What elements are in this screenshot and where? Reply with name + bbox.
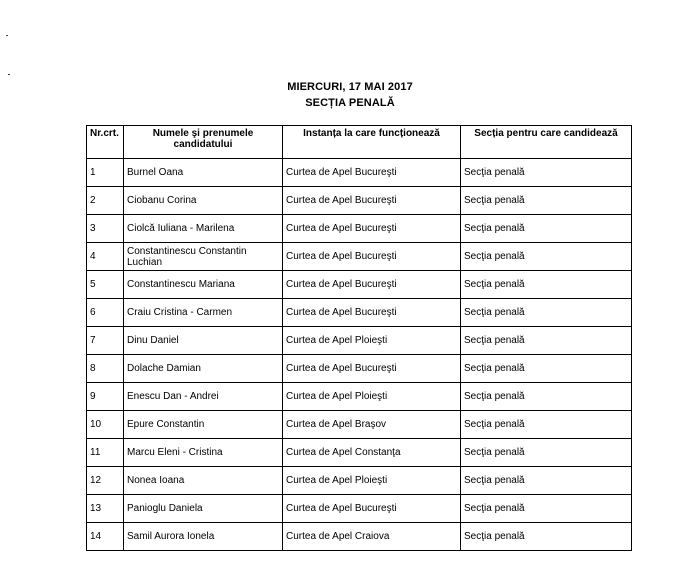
cell-nr: 12 [87, 467, 124, 495]
cell-name: Nonea Ioana [124, 467, 283, 495]
cell-section: Secţia penală [461, 159, 632, 187]
cell-section: Secţia penală [461, 467, 632, 495]
cell-section: Secţia penală [461, 327, 632, 355]
table-row [87, 187, 632, 215]
cell-section: Secţia penală [461, 271, 632, 299]
cell-section: Secţia penală [461, 355, 632, 383]
cell-name: Marcu Eleni - Cristina [124, 439, 283, 467]
cell-name: Enescu Dan - Andrei [124, 383, 283, 411]
table-row [87, 523, 632, 551]
table-row [87, 243, 632, 271]
cell-nr: 9 [87, 383, 124, 411]
table-header-row [87, 126, 632, 159]
table-row [87, 327, 632, 355]
cell-name: Ciolcă Iuliana - Marilena [124, 215, 283, 243]
cell-nr: 3 [87, 215, 124, 243]
cell-name: Dinu Daniel [124, 327, 283, 355]
cell-court: Curtea de Apel Bucureşti [283, 299, 461, 327]
table-row [87, 215, 632, 243]
cell-nr: 4 [87, 243, 124, 271]
cell-court: Curtea de Apel Bucureşti [283, 159, 461, 187]
cell-court: Curtea de Apel Bucureşti [283, 215, 461, 243]
cell-court: Curtea de Apel Bucureşti [283, 495, 461, 523]
cell-section: Secţia penală [461, 439, 632, 467]
cell-nr: 5 [87, 271, 124, 299]
cell-section: Secţia penală [461, 411, 632, 439]
cell-court: Curtea de Apel Bucureşti [283, 355, 461, 383]
cell-nr: 14 [87, 523, 124, 551]
cell-section: Secţia penală [461, 383, 632, 411]
scan-speck [6, 35, 8, 36]
cell-section: Secţia penală [461, 243, 632, 271]
cell-court: Curtea de Apel Ploieşti [283, 467, 461, 495]
cell-name: Constantinescu Mariana [124, 271, 283, 299]
cell-section: Secţia penală [461, 523, 632, 551]
cell-name: Constantinescu Constantin Luchian [124, 243, 283, 271]
cell-name: Epure Constantin [124, 411, 283, 439]
column-header-court: Instanța la care funcționează [283, 126, 461, 159]
cell-court: Curtea de Apel Bucureşti [283, 243, 461, 271]
cell-court: Curtea de Apel Ploieşti [283, 327, 461, 355]
table-row [87, 495, 632, 523]
cell-court: Curtea de Apel Bucureşti [283, 187, 461, 215]
cell-name: Dolache Damian [124, 355, 283, 383]
cell-court: Curtea de Apel Ploieşti [283, 383, 461, 411]
table-row [87, 383, 632, 411]
cell-nr: 1 [87, 159, 124, 187]
column-header-name: Numele şi prenumele candidatului [124, 126, 283, 159]
document-section-title: SECȚIA PENALĂ [305, 97, 395, 109]
cell-section: Secţia penală [461, 495, 632, 523]
column-header-section: Secția pentru care candidează [461, 126, 632, 159]
table-row [87, 439, 632, 467]
cell-nr: 10 [87, 411, 124, 439]
cell-section: Secţia penală [461, 187, 632, 215]
cell-nr: 13 [87, 495, 124, 523]
scan-speck [8, 74, 10, 75]
cell-nr: 8 [87, 355, 124, 383]
cell-nr: 7 [87, 327, 124, 355]
cell-nr: 2 [87, 187, 124, 215]
table-row [87, 411, 632, 439]
table-row [87, 159, 632, 187]
candidates-table [86, 125, 632, 551]
table-row [87, 271, 632, 299]
document-date: MIERCURI, 17 MAI 2017 [287, 81, 413, 93]
cell-court: Curtea de Apel Braşov [283, 411, 461, 439]
table-row [87, 355, 632, 383]
cell-section: Secţia penală [461, 215, 632, 243]
cell-section: Secţia penală [461, 299, 632, 327]
table-row [87, 467, 632, 495]
column-header-nr: Nr.crt. [87, 126, 124, 159]
table-row [87, 299, 632, 327]
cell-name: Panioglu Daniela [124, 495, 283, 523]
cell-name: Samil Aurora Ionela [124, 523, 283, 551]
cell-nr: 6 [87, 299, 124, 327]
cell-name: Ciobanu Corina [124, 187, 283, 215]
cell-nr: 11 [87, 439, 124, 467]
cell-court: Curtea de Apel Bucureşti [283, 271, 461, 299]
cell-name: Burnel Oana [124, 159, 283, 187]
cell-court: Curtea de Apel Constanţa [283, 439, 461, 467]
cell-court: Curtea de Apel Craiova [283, 523, 461, 551]
cell-name: Craiu Cristina - Carmen [124, 299, 283, 327]
